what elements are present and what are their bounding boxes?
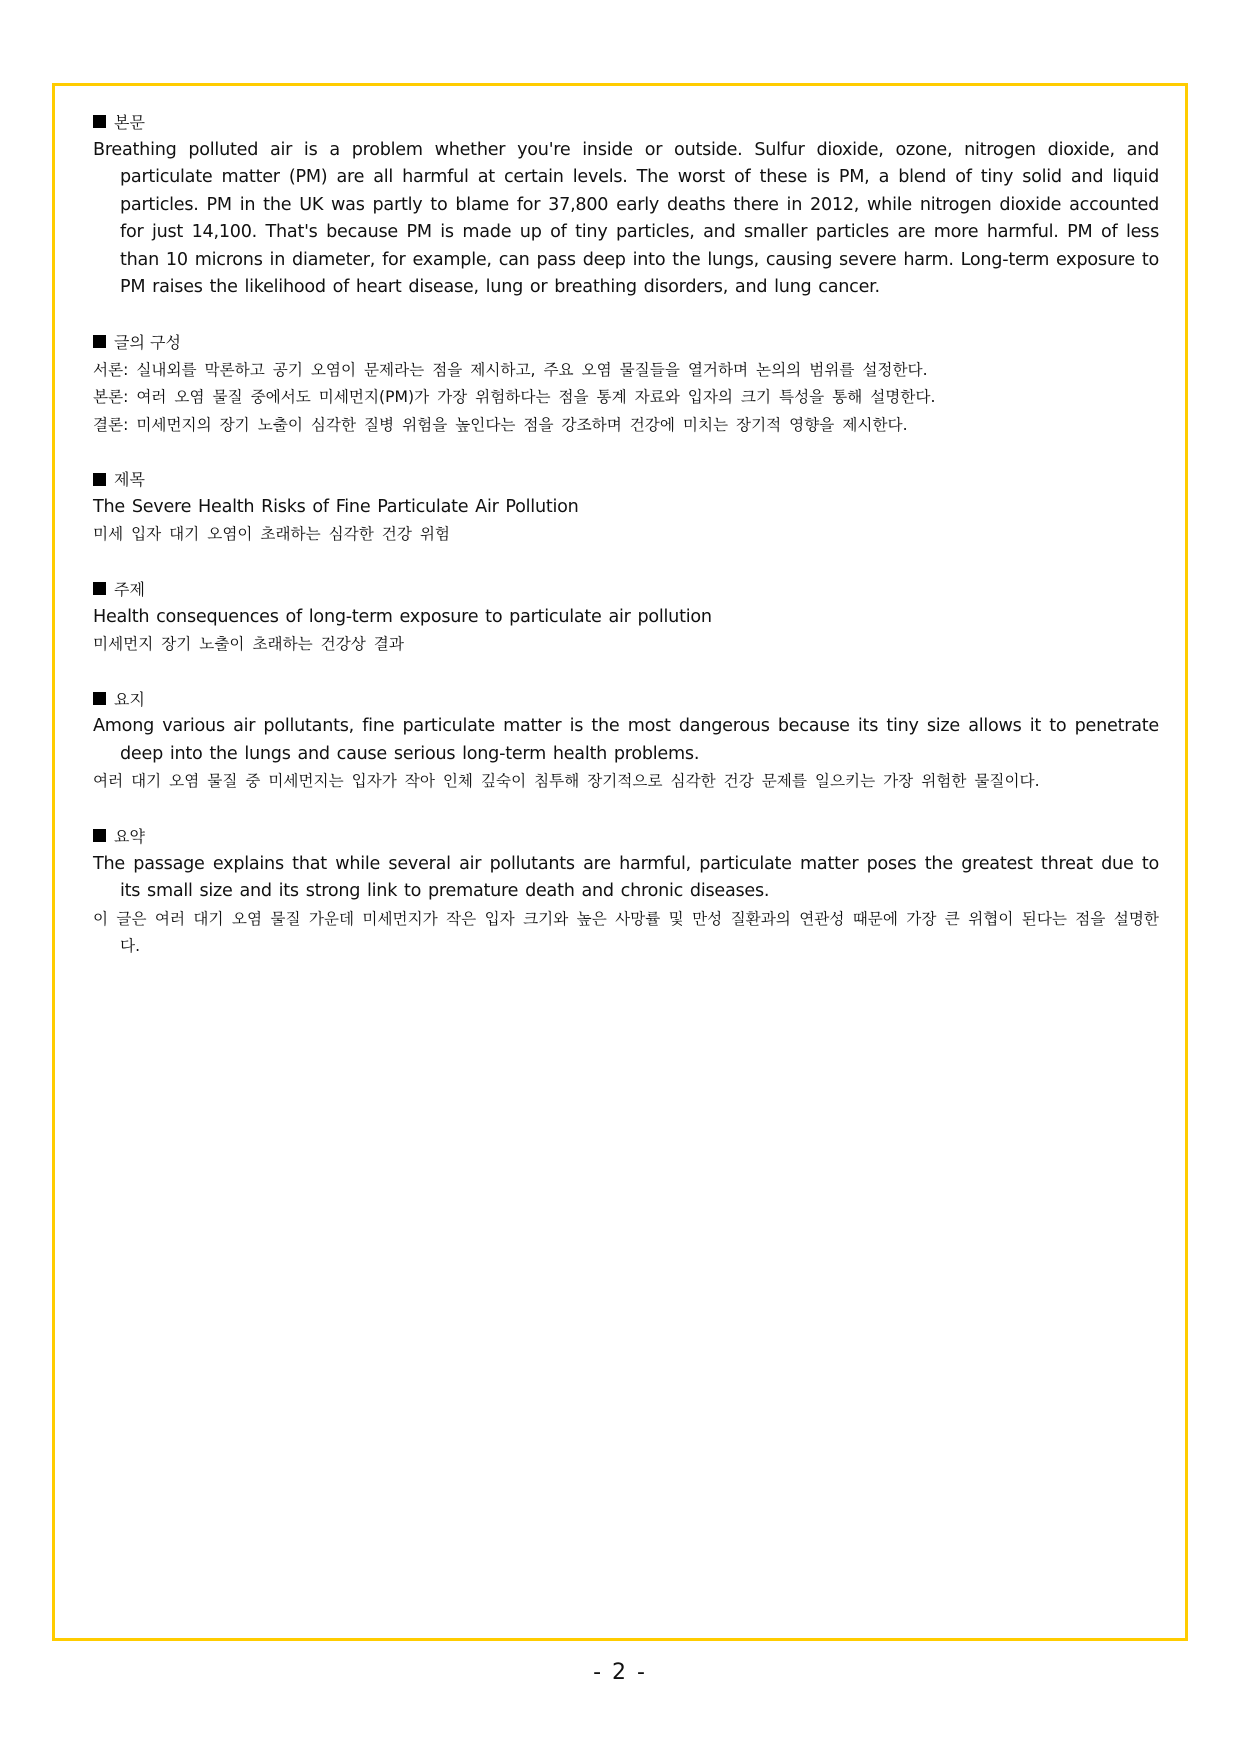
title-english: The Severe Health Risks of Fine Particulate Air Pollution (93, 496, 579, 517)
structure-intro: 서론: 실내외를 막론하고 공기 오염이 문제라는 점을 제시하고, 주요 오염 물질들을 열거하며 논의의 범위를 설정한다. (93, 360, 928, 379)
summary-korean: 이 글은 여러 대기 오염 물질 가운데 미세먼지가 작은 입자 크기와 높은 사망률 및 만성 질환과의 연관성 때문에 가장 큰 위협이 된다는 점을 설명한다. (93, 909, 1159, 956)
title-korean: 미세 입자 대기 오염이 초래하는 심각한 건강 위험 (93, 525, 450, 544)
section-title: 제목 (114, 470, 145, 490)
black-square-bullet-icon (93, 115, 106, 128)
section-header-topic (93, 576, 1159, 604)
document-content (93, 109, 1159, 988)
section-title-block (93, 466, 1159, 549)
topic-english: Health consequences of long-term exposure to particulate air pollution (93, 606, 712, 627)
structure-body: 본론: 여러 오염 물질 중에서도 미세먼지(PM)가 가장 위험하다는 점을 통계 자료와 입자의 크기 특성을 통해 설명한다. (93, 388, 936, 407)
gist-english: Among various air pollutants, fine particulate matter is the most dangerous because its tiny size allows it to penetrate deep into the lungs and cause serious long-term health problems. (93, 716, 1159, 764)
black-square-bullet-icon (93, 692, 106, 705)
topic-korean: 미세먼지 장기 노출이 초래하는 건강상 결과 (93, 635, 404, 654)
black-square-bullet-icon (93, 829, 106, 842)
section-header-body (93, 109, 1159, 137)
section-header-structure (93, 329, 1159, 357)
gist-korean: 여러 대기 오염 물질 중 미세먼지는 입자가 작아 인체 깊숙이 침투해 장기적으로 심각한 건강 문제를 일으키는 가장 위험한 물질이다. (93, 772, 1040, 791)
passage-text: Breathing polluted air is a problem whether you're inside or outside. Sulfur dioxide, ozone, nitrogen dioxide, and particulate matter (PM) are all harmful at certain levels. The worst of these is PM, a blend of tiny solid and liquid particles. PM in the UK was partly to blame for 37,800 early deaths there in 2012, while nitrogen dioxide accounted for just 14,100. That's because PM is made up of tiny particles, and smaller particles are more harmful. PM of less than 10 microns in diameter, for example, can pass deep into the lungs, causing severe harm. Long-term exposure to PM raises the likelihood of heart disease, lung or breathing disorders, and lung cancer. (93, 139, 1159, 298)
section-title: 주제 (114, 580, 145, 600)
section-topic (93, 576, 1159, 659)
page-number: - 2 - (593, 1660, 647, 1685)
black-square-bullet-icon (93, 335, 106, 348)
section-title: 본문 (114, 113, 145, 132)
section-header-title (93, 466, 1159, 494)
section-title: 요지 (114, 689, 145, 709)
summary-english: The passage explains that while several air pollutants are harmful, particulate matter poses the greatest threat due to its small size and its strong link to premature death and chronic diseases. (93, 853, 1159, 902)
black-square-bullet-icon (93, 473, 106, 486)
section-header-gist (93, 686, 1159, 714)
section-header-summary (93, 823, 1159, 851)
section-title: 요약 (114, 827, 145, 846)
section-structure (93, 329, 1159, 439)
section-body (93, 109, 1159, 302)
section-summary (93, 823, 1159, 961)
structure-conclusion: 결론: 미세먼지의 장기 노출이 심각한 질병 위험을 높인다는 점을 강조하며 건강에 미치는 장기적 영향을 제시한다. (93, 415, 908, 434)
black-square-bullet-icon (93, 582, 106, 595)
section-title: 글의 구성 (114, 333, 181, 353)
section-gist (93, 686, 1159, 796)
